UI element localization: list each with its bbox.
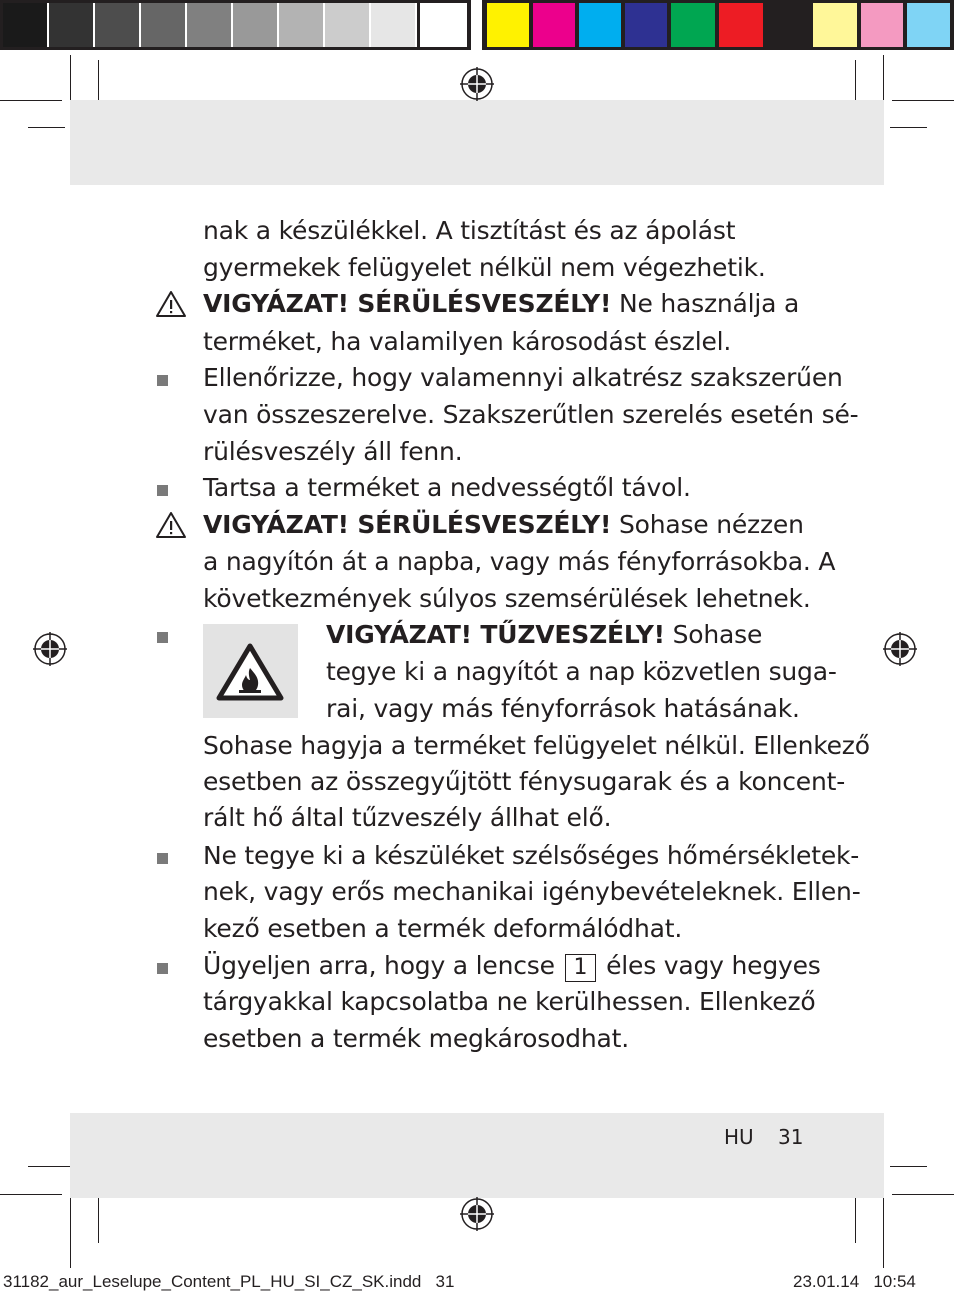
crop-mark (98, 60, 99, 105)
fire-hazard-icon (203, 624, 298, 718)
crop-mark (70, 1198, 71, 1268)
flame-warning-icon (203, 624, 298, 718)
registration-mark-icon (460, 1197, 494, 1231)
bullet-line (203, 951, 821, 982)
bullet-square (157, 963, 168, 974)
crop-mark (883, 55, 884, 105)
warning-heading: VIGYÁZAT! SÉRÜLÉSVESZÉLY! (203, 510, 612, 539)
light-yellow-swatch (813, 3, 857, 47)
fire-warning-text: Sohase (664, 620, 763, 649)
crop-mark (28, 127, 65, 128)
warning-line: terméket, ha valamilyen károsodást észlel. (203, 327, 732, 356)
crop-mark (855, 60, 856, 105)
slug-timestamp: 23.01.14 10:54 (793, 1272, 916, 1291)
warning-line (203, 289, 799, 319)
bullet-line: Tartsa a terméket a nedvességtől távol. (203, 473, 691, 502)
crop-mark (0, 100, 62, 101)
warning-triangle-icon (155, 290, 187, 318)
bullet-square (157, 375, 168, 386)
language-code: HU (724, 1125, 754, 1149)
bullet-square (157, 853, 168, 864)
bullet-line: nek, vagy erős mechanikai igénybevételeknek. Ellen- (203, 877, 861, 906)
fire-warning-line: esetben az összegyűjtött fénysugarak és a koncent- (203, 767, 846, 796)
crop-mark (0, 1194, 62, 1195)
bullet-text: éles vagy hegyes (598, 951, 821, 980)
intro-line: gyermekek felügyelet nélkül nem végezhetik. (203, 253, 766, 282)
magenta-swatch (533, 3, 575, 47)
warning-line: következmények súlyos szemsérülések lehetnek. (203, 584, 811, 613)
pink-swatch (861, 3, 903, 47)
registration-mark-icon (33, 632, 67, 666)
bullet-text: Ügyeljen arra, hogy a lencse (203, 951, 563, 980)
bullet-line: kező esetben a termék deformálódhat. (203, 914, 683, 943)
warning-text: Sohase nézzen (611, 510, 804, 539)
red-swatch (719, 3, 763, 47)
slug-filename: 31182_aur_Leselupe_Content_PL_HU_SI_CZ_SK.indd 31 (3, 1272, 455, 1291)
bullet-line: van összeszerelve. Szakszerűtlen szerelés esetén sé- (203, 400, 859, 429)
bullet-line: tárgyakkal kapcsolatba ne kerülhessen. Ellenkező (203, 987, 816, 1016)
crop-mark (890, 127, 927, 128)
crop-mark (883, 1198, 884, 1268)
fire-warning-line (326, 620, 762, 650)
swatch-frame (0, 0, 470, 50)
blue-swatch (625, 3, 667, 47)
bullet-line: Ellenőrizze, hogy valamennyi alkatrész szakszerűen (203, 363, 843, 392)
bullet-line: esetben a termék megkárosodhat. (203, 1024, 629, 1053)
fire-warning-heading: VIGYÁZAT! TŰZVESZÉLY! (326, 620, 665, 649)
fire-warning-line: rált hő által tűzveszély állhat elő. (203, 803, 612, 832)
header-band (70, 100, 884, 185)
crop-mark (855, 1198, 856, 1243)
warning-heading: VIGYÁZAT! SÉRÜLÉSVESZÉLY! (203, 289, 612, 318)
light-blue-swatch (907, 3, 950, 47)
black-swatch (767, 3, 809, 47)
registration-mark-icon (460, 67, 494, 101)
crop-mark (28, 1166, 76, 1167)
warning-line (203, 510, 804, 540)
bullet-line: Ne tegye ki a készüléket szélsőséges hőmérsékletek- (203, 841, 860, 870)
part-number-box: 1 (565, 954, 597, 982)
fire-warning-line: tegye ki a nagyítót a nap közvetlen suga- (326, 657, 837, 686)
bullet-square (157, 632, 168, 643)
crop-mark (892, 1194, 954, 1195)
page-footer (724, 1125, 804, 1149)
registration-mark-icon (883, 632, 917, 666)
green-swatch (671, 3, 715, 47)
intro-line: nak a készülékkel. A tisztítást és az ápolást (203, 216, 736, 245)
warning-triangle-icon (155, 511, 187, 539)
crop-mark (98, 1198, 99, 1243)
fire-warning-line: Sohase hagyja a terméket felügyelet nélkül. Ellenkező (203, 731, 870, 760)
crop-mark (70, 55, 71, 105)
crop-mark (890, 1166, 927, 1167)
warning-text: Ne használja a (611, 289, 800, 318)
bullet-square (157, 485, 168, 496)
crop-mark (892, 100, 954, 101)
bullet-line: rülésveszély áll fenn. (203, 437, 463, 466)
warning-line: a nagyítón át a napba, vagy más fényforrásokba. A (203, 547, 836, 576)
page-number: 31 (778, 1125, 804, 1149)
yellow-swatch (487, 3, 529, 47)
cyan-swatch (579, 3, 621, 47)
fire-warning-line: rai, vagy más fényforrások hatásának. (326, 694, 800, 723)
